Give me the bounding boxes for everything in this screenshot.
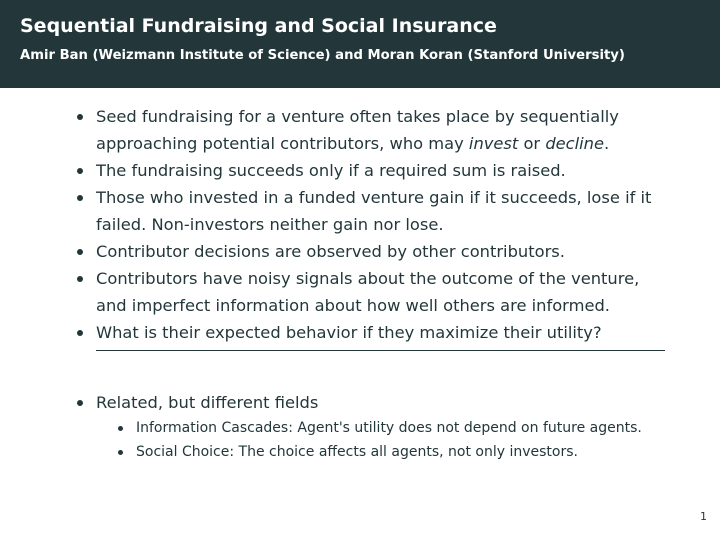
sub-bullet-item: Information Cascades: Agent's utility does not depend on future agents. <box>75 416 675 440</box>
slide-body <box>75 103 675 464</box>
slide-subtitle: Amir Ban (Weizmann Institute of Science) and Moran Koran (Stanford University) <box>20 48 625 63</box>
bullet-text: or <box>518 134 546 153</box>
bullet-item: Contributors have noisy signals about the outcome of the venture, and imperfect information about how well others are informed. <box>75 265 675 319</box>
bullet-text: . <box>604 134 610 153</box>
horizontal-divider <box>96 350 665 389</box>
emphasis-invest: invest <box>468 134 519 153</box>
slide-header <box>0 0 720 88</box>
bullet-item <box>75 103 675 157</box>
bullet-item: Contributor decisions are observed by other contributors. <box>75 238 675 265</box>
bullet-item: The fundraising succeeds only if a required sum is raised. <box>75 157 675 184</box>
emphasis-decline: decline <box>545 134 604 153</box>
bullet-related: Related, but different fields <box>75 389 675 416</box>
sub-bullet-item: Social Choice: The choice affects all agents, not only investors. <box>75 440 675 464</box>
bullet-item: What is their expected behavior if they maximize their utility? <box>75 319 675 346</box>
slide-title: Sequential Fundraising and Social Insurance <box>20 15 497 37</box>
bullet-text: Seed fundraising for a venture often takes place by sequentially approaching potential contributors, who may <box>96 107 619 153</box>
bullet-item: Those who invested in a funded venture gain if it succeeds, lose if it failed. Non-investors neither gain nor lose. <box>75 184 675 238</box>
page-number: 1 <box>700 510 707 523</box>
